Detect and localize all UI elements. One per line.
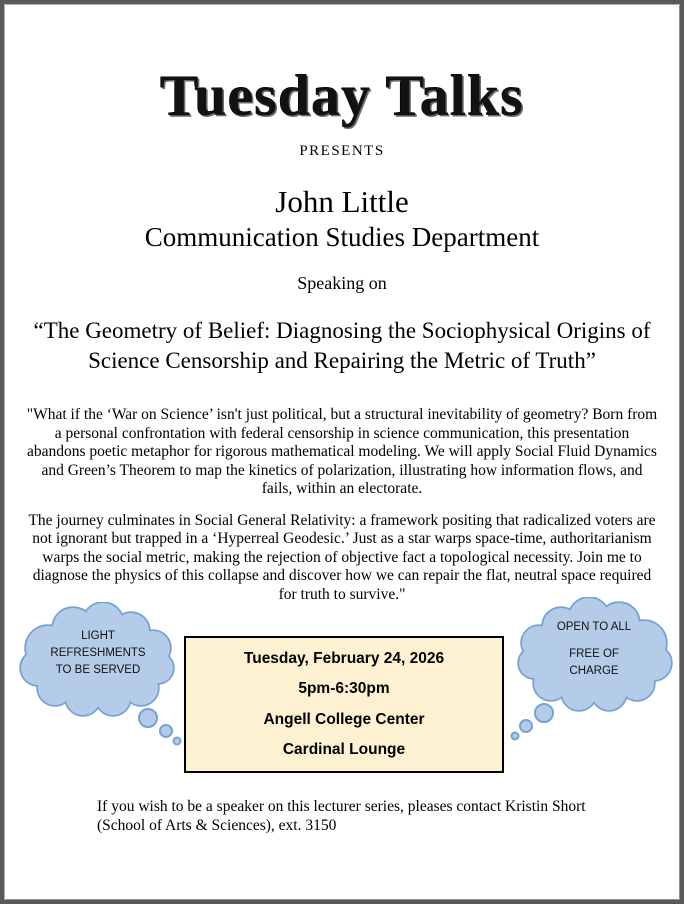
contact-note: If you wish to be a speaker on this lecturer series, pleases contact Kristin Short (School of Arts & Sciences), ext. 3150 (97, 798, 586, 834)
presents-label: PRESENTS (299, 143, 385, 159)
thought-trail-dots (139, 709, 181, 745)
bubble-left-line-2: REFRESHMENTS (50, 647, 146, 659)
bubble-left-line-1: LIGHT (81, 630, 115, 642)
bubble-left-line-3: TO BE SERVED (55, 664, 141, 676)
bubble-right-text (526, 619, 662, 680)
speaker-name: John Little (275, 184, 409, 219)
event-date: Tuesday, February 24, 2026 (243, 650, 445, 668)
event-details-box (184, 636, 504, 773)
thought-bubble-left (12, 602, 184, 752)
event-time: 5pm-6:30pm (298, 680, 390, 698)
bubble-left-text (30, 628, 166, 679)
bubble-right-spacer (526, 636, 662, 646)
abstract-paragraph-2: The journey culminates in Social General Relativity: a framework positing that radicalized voters are not ignorant but trapped in a ‘Hyperreal Geodesic.’ Just as a star warps space-time, authoritarianism warps the social metric, making the rejection of objective fact a topological necessity. Join me to diagnose the physics of this collapse and discover how we can repair the flat, neutral space required for truth to survive." (28, 511, 656, 603)
abstract-paragraph-1: "What if the ‘War on Science’ isn't just political, but a structural inevitability of geometry? Born from a personal confrontation with federal censorship in science communication, this presentation abandons poetic metaphor for rigorous mathematical modeling. We will apply Social Fluid Dynamics and Green’s Theorem to map the kinetics of polarization, illustrating how information flows, and fails, within an electorate. (26, 406, 658, 497)
speaking-on-label: Speaking on (297, 273, 387, 293)
bubble-right-line-1: OPEN TO ALL (556, 621, 632, 633)
event-venue: Angell College Center (263, 710, 425, 728)
thought-trail-dots (512, 704, 554, 740)
bubble-right-line-3: CHARGE (569, 665, 619, 677)
event-room: Cardinal Lounge (282, 740, 406, 758)
bubble-right-line-2: FREE OF (569, 648, 619, 660)
speaker-department: Communication Studies Department (144, 222, 540, 252)
flyer-title: Tuesday Talks (160, 63, 524, 128)
thought-bubble-right (508, 597, 680, 747)
talk-title: “The Geometry of Belief: Diagnosing the Sociophysical Origins of Science Censorship and Repairing the Metric of Truth” (33, 318, 651, 373)
